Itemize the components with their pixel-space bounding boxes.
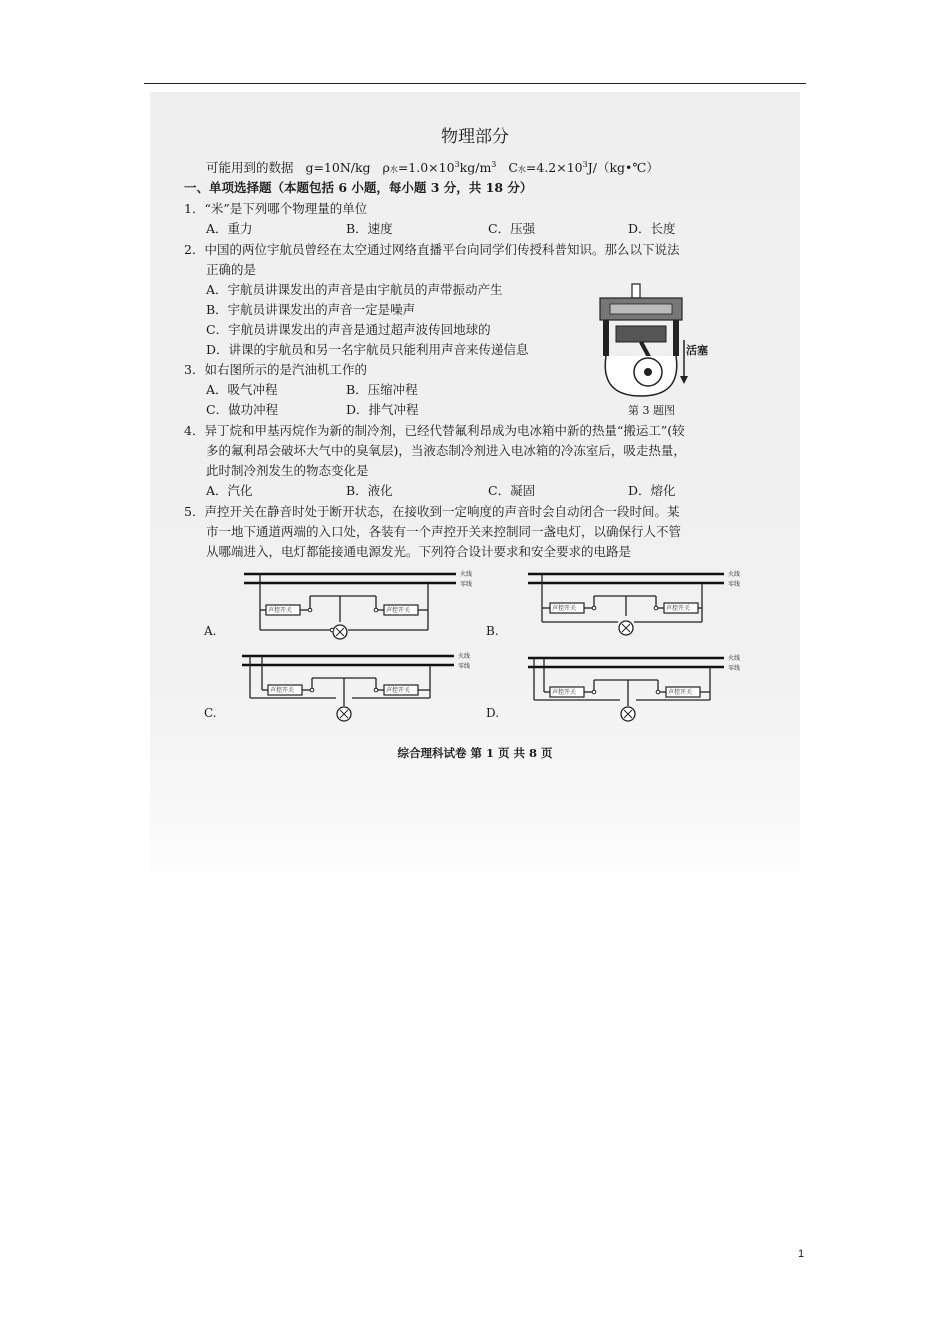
circuit-a-switch-1-label: 声控开关 [268, 607, 293, 614]
q2-option-b: B．宇航员讲课发出的声音一定是噪声 [206, 302, 416, 317]
circuit-c-live-label: 火线 [458, 653, 471, 660]
circuit-c-switch-2-label: 声控开关 [386, 687, 411, 694]
water-specific-heat: C水$=4.2\times 10^3J/(kg•℃)$ [508, 159, 659, 175]
q1-option-c: C．压强 [488, 221, 536, 236]
constants-line [206, 158, 659, 176]
question-3-stem: 3．如右图所示的是汽油机工作的 [184, 362, 367, 377]
page-footer: 综合理科试卷 第 1 页 共 8 页 [397, 746, 553, 760]
question-5-stem: 5．声控开关在静音时处于断开状态，在接收到一定响度的声音时会自动闭合一段时间。某 [184, 504, 680, 519]
circuit-b-live-label: 火线 [728, 571, 741, 578]
question-4-stem-cont-2: 此时制冷剂发生的物态变化是 [206, 463, 369, 478]
figure-3-caption: 第 3 题图 [628, 404, 675, 417]
circuit-diagram-d [528, 650, 752, 730]
q3-option-a: A．吸气冲程 [206, 382, 278, 397]
circuit-b-option-label: B. [486, 624, 499, 638]
constants-label: 可能用到的数据 [206, 160, 294, 175]
q3-option-d: D．排气冲程 [346, 402, 419, 417]
circuit-b-switch-2-label: 声控开关 [666, 605, 691, 612]
circuit-a-switch-2-label: 声控开关 [386, 607, 411, 614]
circuit-diagram-a [238, 568, 484, 648]
section-heading: 一、单项选择题（本题包括 6 小题，每小题 3 分，共 18 分） [184, 180, 533, 195]
q4-option-c: C．凝固 [488, 483, 536, 498]
circuit-diagram-b [528, 568, 752, 648]
q1-option-d: D．长度 [628, 221, 676, 236]
q4-option-b: B．液化 [346, 483, 393, 498]
q1-option-a: A．重力 [206, 221, 253, 236]
circuit-d-neutral-label: 零线 [728, 665, 741, 672]
q2-option-d: D．讲课的宇航员和另一名宇航员只能利用声音来传递信息 [206, 342, 529, 357]
piston-label: 活塞 [686, 344, 708, 357]
question-1-stem: 1．“米”是下列哪个物理量的单位 [184, 201, 368, 216]
page-number: 1 [798, 1248, 805, 1260]
q1-option-b: B．速度 [346, 221, 393, 236]
question-5-stem-cont-1: 市一地下通道两端的入口处，各装有一个声控开关来控制同一盏电灯，以确保行人不管 [206, 524, 682, 539]
circuit-c-switch-1-label: 声控开关 [270, 687, 295, 694]
water-density: ρ水$=1.0\times 10^3kg/m^3$ [382, 159, 497, 175]
question-5-stem-cont-2: 从哪端进入，电灯都能接通电源发光。下列符合设计要求和安全要求的电路是 [206, 544, 632, 559]
circuit-d-switch-1-label: 声控开关 [552, 689, 577, 696]
header-rule [144, 83, 806, 84]
circuit-a-option-label: A. [204, 624, 217, 638]
q2-option-a: A．宇航员讲课发出的声音是由宇航员的声带振动产生 [206, 282, 503, 297]
circuit-c-option-label: C. [204, 706, 217, 720]
circuit-d-switch-2-label: 声控开关 [668, 689, 693, 696]
question-4-stem: 4．异丁烷和甲基丙烷作为新的制冷剂，已经代替氟利昂成为电冰箱中新的热量“搬运工”(较 [184, 423, 685, 438]
q3-option-c: C．做功冲程 [206, 402, 279, 417]
circuit-a-live-label: 火线 [460, 571, 473, 578]
circuit-c-neutral-label: 零线 [458, 663, 471, 670]
page-title: 物理部分 [441, 127, 509, 147]
question-2-stem: 2．中国的两位宇航员曾经在太空通过网络直播平台向同学们传授科普知识。那么以下说法 [184, 242, 680, 257]
question-2-stem-cont: 正确的是 [206, 262, 257, 277]
q4-option-a: A．汽化 [206, 483, 253, 498]
circuit-d-live-label: 火线 [728, 655, 741, 662]
circuit-d-option-label: D. [486, 706, 500, 720]
question-4-stem-cont-1: 多的氟利昂会破坏大气中的臭氧层)，当液态制冷剂进入电冰箱的冷冻室后，吸走热量， [206, 443, 686, 458]
q4-option-d: D．熔化 [628, 483, 676, 498]
q3-option-b: B．压缩冲程 [346, 382, 418, 397]
circuit-b-switch-1-label: 声控开关 [552, 605, 577, 612]
q2-option-c: C．宇航员讲课发出的声音是通过超声波传回地球的 [206, 322, 491, 337]
circuit-diagram-c [236, 650, 482, 730]
circuit-b-neutral-label: 零线 [728, 581, 741, 588]
gravity-constant: g=10N/kg [305, 160, 371, 175]
circuit-a-neutral-label: 零线 [460, 581, 473, 588]
